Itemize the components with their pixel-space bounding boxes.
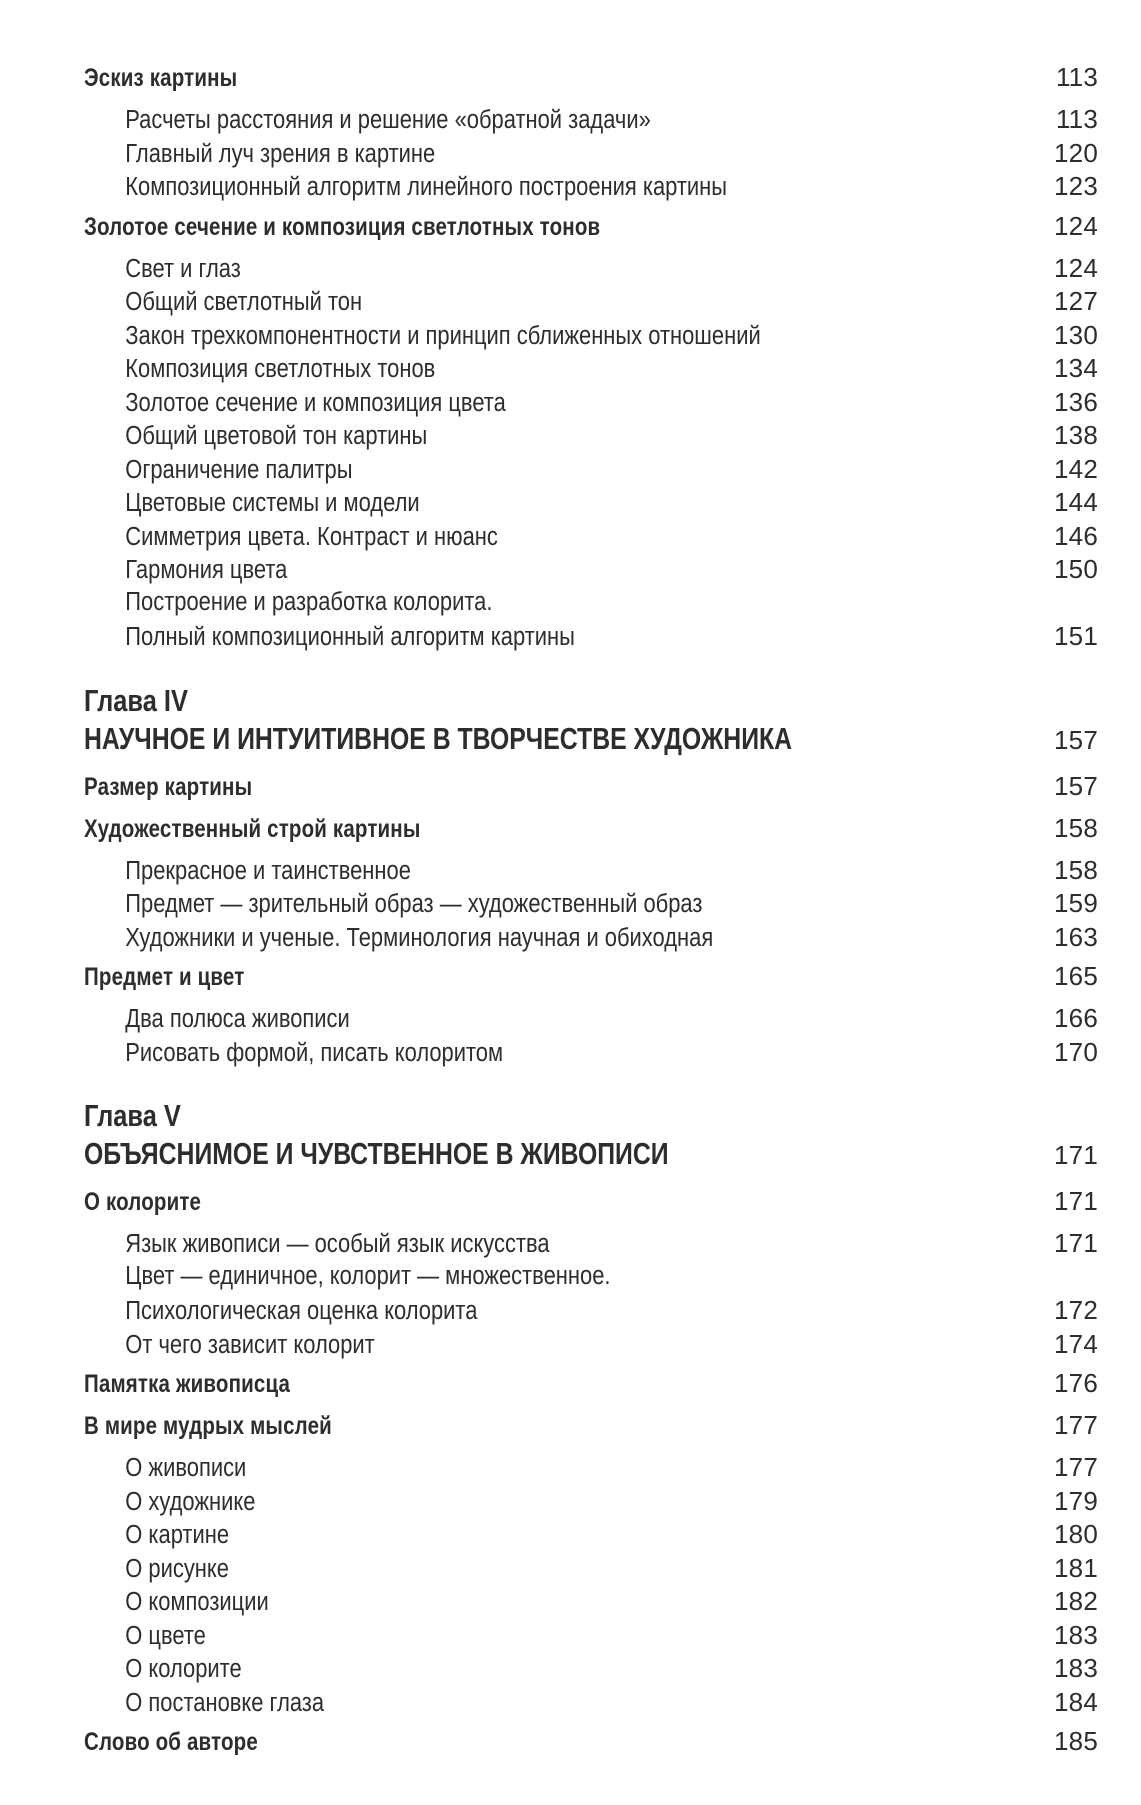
- toc-subsection-row[interactable]: [84, 1687, 1098, 1721]
- page-number: 159: [1054, 888, 1098, 918]
- page-number: 177: [1054, 1452, 1098, 1482]
- chapter-4-items: [84, 771, 1098, 1071]
- page-number: 146: [1054, 520, 1098, 551]
- subsection-title: Золотое сечение и композиция цвета: [125, 388, 506, 417]
- chapter-title-row[interactable]: [84, 1136, 1098, 1186]
- chapter-4: [84, 681, 1098, 1071]
- toc-subsection-row[interactable]: [84, 888, 1098, 922]
- page-number: 171: [1054, 1140, 1098, 1170]
- page-number: 113: [1055, 62, 1098, 92]
- toc-section-row[interactable]: [84, 961, 1098, 1003]
- toc-section-row[interactable]: [84, 1410, 1098, 1452]
- subsection-title: Гармония цвета: [125, 556, 288, 584]
- subsection-title: Полный композиционный алгоритм картины: [125, 623, 575, 651]
- page-number: 184: [1054, 1686, 1098, 1717]
- toc-subsection-row[interactable]: [84, 1037, 1098, 1071]
- page-number: 172: [1054, 1295, 1098, 1325]
- page-number: 179: [1054, 1485, 1098, 1516]
- section-title: Эскиз картины: [84, 64, 238, 92]
- section-title: В мире мудрых мыслей: [84, 1412, 332, 1440]
- subsection-title: Цвет — единичное, колорит — множественное.: [125, 1261, 611, 1290]
- subsection-title: Закон трехкомпонентности и принцип сближенных отношений: [125, 321, 761, 350]
- toc-subsection-row[interactable]: [84, 104, 1098, 138]
- toc-subsection-row[interactable]: [84, 320, 1098, 354]
- toc-subsection-row[interactable]: [84, 138, 1098, 172]
- toc-subsection-row[interactable]: [84, 1003, 1098, 1037]
- page-number: 171: [1054, 1228, 1098, 1258]
- toc-subsection-row[interactable]: [84, 1553, 1098, 1587]
- subsection-title: Два полюса живописи: [125, 1005, 350, 1033]
- toc-subsection-row[interactable]: [84, 621, 1098, 655]
- section-title: О колорите: [84, 1188, 202, 1216]
- chapter-title: НАУЧНОЕ И ИНТУИТИВНОЕ В ТВОРЧЕСТВЕ ХУДОЖНИКА: [84, 720, 793, 756]
- subsection-title: Ограничение палитры: [125, 455, 353, 484]
- chapter-title: ОБЪЯСНИМОЕ И ЧУВСТВЕННОЕ В ЖИВОПИСИ: [84, 1136, 669, 1171]
- subsection-title: О картине: [125, 1521, 230, 1549]
- table-of-contents: [84, 62, 1098, 1768]
- page-number: 176: [1054, 1368, 1098, 1398]
- toc-section-row[interactable]: [84, 1186, 1098, 1228]
- subsection-title: О рисунке: [125, 1554, 229, 1583]
- toc-subsection-row[interactable]: [84, 171, 1098, 205]
- page-number: 158: [1054, 854, 1098, 885]
- page-number: 163: [1054, 921, 1098, 952]
- chapter-title-row[interactable]: [84, 721, 1098, 771]
- toc-subsection-row[interactable]: [84, 1586, 1098, 1620]
- page-number: 165: [1054, 961, 1098, 991]
- subsection-title: Композиция светлотных тонов: [125, 355, 436, 383]
- subsection-title: Прекрасное и таинственное: [125, 856, 411, 885]
- page-number: 177: [1054, 1410, 1098, 1440]
- page-number: 127: [1054, 286, 1098, 316]
- toc-subsection-row[interactable]: [84, 521, 1098, 555]
- page-number: 130: [1054, 319, 1098, 350]
- page-number: 120: [1054, 137, 1098, 168]
- subsection-title: Построение и разработка колорита.: [125, 587, 493, 616]
- toc-section-row[interactable]: [84, 1368, 1098, 1410]
- toc-subsection-row[interactable]: [84, 1653, 1098, 1687]
- page-number: 171: [1054, 1186, 1098, 1216]
- toc-section-row[interactable]: [84, 771, 1098, 813]
- toc-section-row[interactable]: [84, 813, 1098, 855]
- page-number: 124: [1054, 210, 1098, 241]
- subsection-title: О художнике: [125, 1487, 256, 1516]
- subsection-title: Расчеты расстояния и решение «обратной задачи»: [125, 106, 651, 134]
- section-title: Размер картины: [84, 772, 253, 801]
- section-title: Памятка живописца: [84, 1370, 291, 1398]
- subsection-title: Симметрия цвета. Контраст и нюанс: [125, 522, 498, 551]
- page-number: 124: [1054, 252, 1098, 283]
- subsection-title: О живописи: [125, 1454, 247, 1482]
- toc-subsection-row[interactable]: [84, 286, 1098, 320]
- toc-subsection-row[interactable]: [84, 1452, 1098, 1486]
- toc-subsection-row[interactable]: [84, 1228, 1098, 1262]
- toc-subsection-row[interactable]: [84, 554, 1098, 588]
- page-number: 157: [1054, 770, 1098, 801]
- section-title: Предмет и цвет: [84, 963, 245, 991]
- subsection-title: О постановке глаза: [125, 1688, 325, 1717]
- toc-section-row[interactable]: [84, 211, 1098, 253]
- page-number: 136: [1054, 386, 1098, 417]
- toc-section-row[interactable]: [84, 62, 1098, 104]
- page-number: 144: [1054, 487, 1098, 517]
- toc-subsection-row[interactable]: [84, 387, 1098, 421]
- toc-subsection-row[interactable]: [84, 588, 1098, 622]
- toc-part-1: [84, 62, 1098, 655]
- chapter-label: Глава IV: [84, 682, 188, 718]
- subsection-title: Общий цветовой тон картины: [125, 422, 428, 450]
- toc-subsection-row[interactable]: [84, 1519, 1098, 1553]
- page-number: 150: [1054, 554, 1098, 584]
- page-number: 113: [1055, 104, 1098, 134]
- toc-subsection-row[interactable]: [84, 1295, 1098, 1329]
- toc-subsection-row[interactable]: [84, 420, 1098, 454]
- page-number: 185: [1054, 1726, 1098, 1756]
- page-number: 123: [1054, 171, 1098, 201]
- toc-subsection-row[interactable]: [84, 353, 1098, 387]
- chapter-5: [84, 1096, 1098, 1768]
- section-title: Художественный строй картины: [84, 814, 421, 843]
- toc-subsection-row[interactable]: [84, 454, 1098, 488]
- chapter-5-items: [84, 1186, 1098, 1768]
- toc-subsection-row[interactable]: [84, 1262, 1098, 1296]
- toc-subsection-row[interactable]: [84, 253, 1098, 287]
- section-title: Слово об авторе: [84, 1728, 258, 1756]
- subsection-title: Общий светлотный тон: [125, 288, 363, 316]
- page-number: 181: [1054, 1552, 1098, 1583]
- toc-subsection-row[interactable]: [84, 1486, 1098, 1520]
- page-number: 174: [1054, 1328, 1098, 1359]
- page-number: 170: [1054, 1036, 1098, 1067]
- subsection-title: Язык живописи — особый язык искусства: [125, 1230, 550, 1258]
- toc-subsection-row[interactable]: [84, 922, 1098, 956]
- subsection-title: От чего зависит колорит: [125, 1330, 375, 1359]
- page-number: 182: [1054, 1586, 1098, 1616]
- page-number: 158: [1054, 812, 1098, 843]
- subsection-title: Композиционный алгоритм линейного построения картины: [125, 173, 728, 201]
- toc-subsection-row[interactable]: [84, 487, 1098, 521]
- subsection-title: Психологическая оценка колорита: [125, 1297, 478, 1325]
- subsection-title: Рисовать формой, писать колоритом: [125, 1038, 504, 1067]
- toc-subsection-row[interactable]: [84, 855, 1098, 889]
- subsection-title: О цвете: [125, 1621, 206, 1650]
- subsection-title: Цветовые системы и модели: [125, 489, 420, 517]
- page-number: 180: [1054, 1519, 1098, 1549]
- page-number: 183: [1054, 1619, 1098, 1650]
- subsection-title: О композиции: [125, 1588, 269, 1616]
- subsection-title: Предмет — зрительный образ — художественный образ: [125, 890, 703, 918]
- page-number: 138: [1054, 420, 1098, 450]
- section-title: Золотое сечение и композиция светлотных тонов: [84, 212, 601, 241]
- toc-subsection-row[interactable]: [84, 1620, 1098, 1654]
- page-number: 183: [1054, 1653, 1098, 1683]
- subsection-title: Главный луч зрения в картине: [125, 139, 436, 168]
- page-number: 142: [1054, 453, 1098, 484]
- chapter-label: Глава V: [84, 1098, 181, 1133]
- page-number: 157: [1054, 724, 1098, 755]
- page-number: 151: [1054, 621, 1098, 651]
- toc-section-row[interactable]: [84, 1726, 1098, 1768]
- subsection-title: О колорите: [125, 1655, 242, 1683]
- toc-subsection-row[interactable]: [84, 1329, 1098, 1363]
- page-number: 134: [1054, 353, 1098, 383]
- subsection-title: Свет и глаз: [125, 254, 241, 283]
- page-number: 166: [1054, 1003, 1098, 1033]
- subsection-title: Художники и ученые. Терминология научная и обиходная: [125, 923, 714, 952]
